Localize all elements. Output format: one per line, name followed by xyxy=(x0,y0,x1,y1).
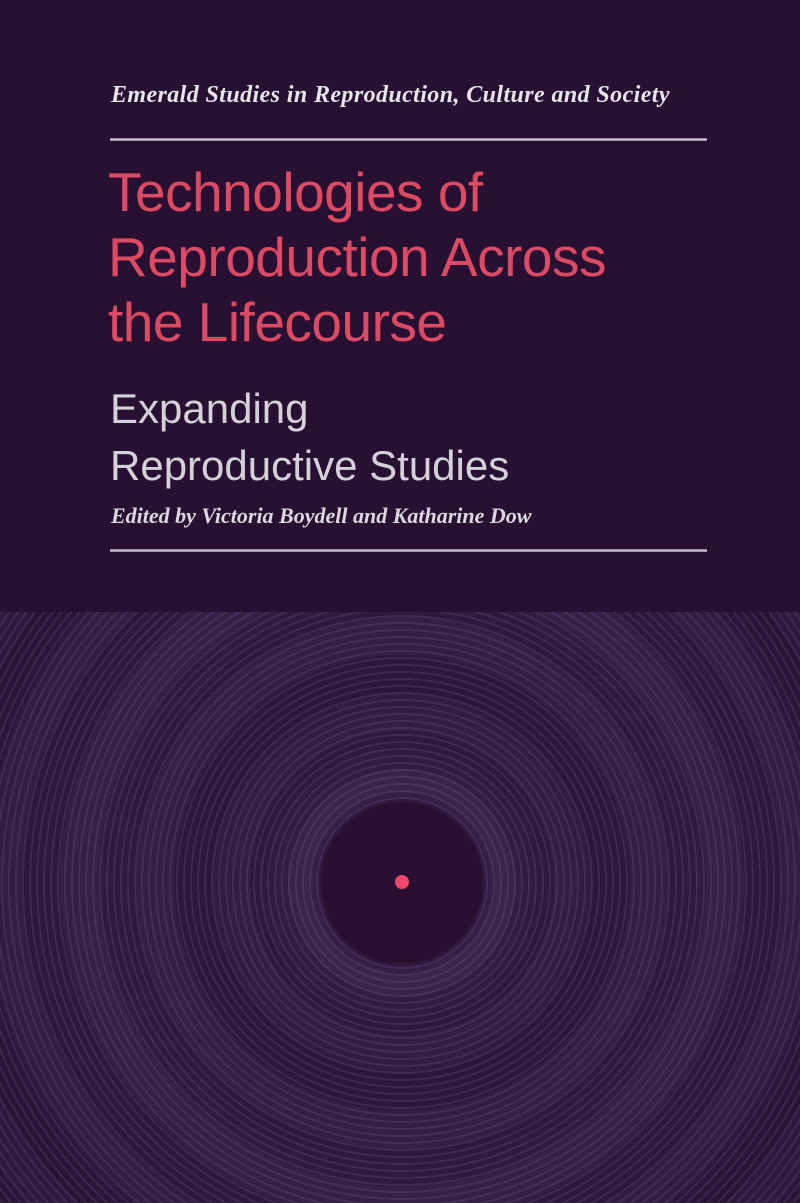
book-subtitle-line: Reproductive Studies xyxy=(110,442,510,489)
series-title: Emerald Studies in Reproduction, Culture and Society xyxy=(111,82,670,108)
concentric-circles-graphic xyxy=(0,612,800,1203)
book-subtitle-line: Expanding xyxy=(110,385,309,432)
book-title-line: Technologies of xyxy=(108,161,483,223)
book-title-line: the Lifecourse xyxy=(108,291,447,353)
top-divider xyxy=(110,138,707,141)
book-title-line: Reproduction Across xyxy=(108,226,606,288)
center-dot xyxy=(395,875,409,889)
book-subtitle xyxy=(110,380,509,494)
bottom-divider xyxy=(110,549,707,552)
editors-credit: Edited by Victoria Boydell and Katharine Dow xyxy=(111,503,532,528)
book-title xyxy=(108,160,606,355)
